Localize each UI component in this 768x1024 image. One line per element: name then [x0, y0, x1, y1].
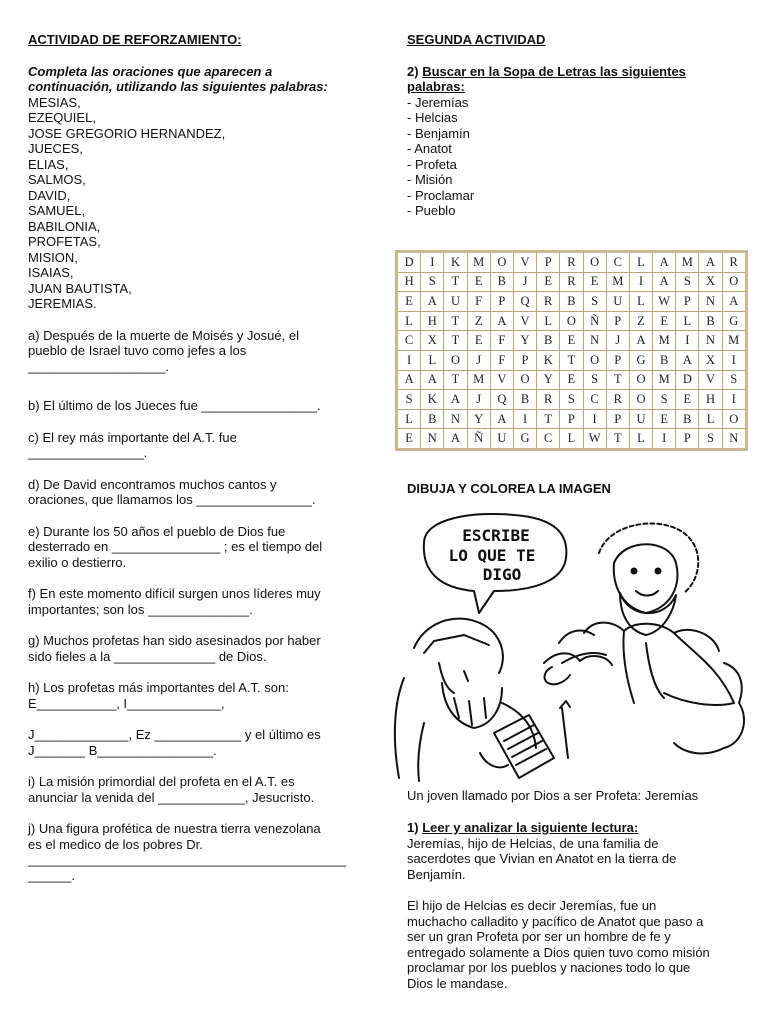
grid-letter[interactable]: L: [699, 409, 722, 429]
grid-letter[interactable]: I: [629, 272, 652, 292]
question-i: i) La misión primordial del profeta en el A.T. es anunciar la venida del ____________, Jesucristo.: [28, 774, 315, 805]
grid-letter[interactable]: M: [653, 370, 676, 390]
grid-letter[interactable]: J: [467, 350, 490, 370]
grid-letter[interactable]: S: [676, 272, 699, 292]
grid-letter[interactable]: M: [467, 370, 490, 390]
word-search-instruction: 2) Buscar en la Sopa de Letras las siguientes palabras:: [407, 63, 686, 94]
grid-letter[interactable]: A: [421, 292, 444, 312]
grid-letter[interactable]: A: [653, 272, 676, 292]
grid-letter[interactable]: V: [699, 370, 722, 390]
grid-letter[interactable]: A: [676, 350, 699, 370]
grid-letter[interactable]: M: [467, 252, 490, 273]
search-word: - Benjamín: [407, 125, 470, 141]
question-e: e) Durante los 50 años el pueblo de Dios fue desterrado en _______________ ; es el tiempo del exilio o destierro.: [28, 523, 323, 570]
grid-letter[interactable]: I: [722, 350, 746, 370]
grid-letter[interactable]: O: [490, 252, 513, 273]
grid-letter[interactable]: C: [397, 331, 421, 351]
word-bank: [28, 95, 368, 312]
grid-letter[interactable]: H: [397, 272, 421, 292]
grid-letter[interactable]: B: [560, 292, 583, 312]
grid-letter[interactable]: J: [467, 390, 490, 410]
grid-letter[interactable]: O: [722, 409, 746, 429]
grid-letter[interactable]: R: [537, 390, 560, 410]
grid-row: [397, 331, 747, 351]
grid-letter[interactable]: G: [629, 350, 652, 370]
grid-letter[interactable]: L: [676, 311, 699, 331]
grid-letter[interactable]: L: [537, 311, 560, 331]
grid-letter[interactable]: M: [676, 252, 699, 273]
grid-letter[interactable]: R: [722, 252, 746, 273]
bubble-text-1: ESCRIBE: [462, 526, 530, 545]
grid-letter[interactable]: H: [699, 390, 722, 410]
reading-paragraph-1: Jeremías, hijo de Helcias, de una familia de sacerdotes que Vivian en Anatot en la tierra de Benjamín.: [407, 835, 677, 882]
grid-letter[interactable]: D: [676, 370, 699, 390]
grid-letter[interactable]: X: [699, 350, 722, 370]
grid-letter[interactable]: Z: [629, 311, 652, 331]
grid-letter[interactable]: S: [653, 390, 676, 410]
grid-letter[interactable]: P: [606, 409, 629, 429]
grid-letter[interactable]: E: [653, 409, 676, 429]
grid-letter[interactable]: N: [699, 331, 722, 351]
question-j: j) Una figura profética de nuestra tierra venezolana es el medico de los pobres Dr. ____________________________________________ ______.: [28, 821, 347, 883]
grid-row: [397, 390, 747, 410]
grid-letter[interactable]: R: [560, 252, 583, 273]
grid-letter[interactable]: P: [676, 429, 699, 450]
grid-letter[interactable]: N: [444, 409, 467, 429]
bubble-text-2: LO QUE TE: [448, 546, 536, 565]
grid-letter[interactable]: T: [560, 350, 583, 370]
grid-row: [397, 272, 747, 292]
grid-letter[interactable]: Y: [467, 409, 490, 429]
grid-row: [397, 311, 747, 331]
grid-letter[interactable]: C: [537, 429, 560, 450]
grid-letter[interactable]: E: [537, 272, 560, 292]
grid-letter[interactable]: A: [444, 390, 467, 410]
grid-letter[interactable]: S: [583, 292, 606, 312]
grid-letter[interactable]: S: [397, 390, 421, 410]
grid-letter[interactable]: S: [699, 429, 722, 450]
left-column: [28, 32, 368, 883]
word-bank-item: MISION,: [28, 249, 78, 265]
grid-letter[interactable]: U: [490, 429, 513, 450]
grid-letter[interactable]: T: [444, 370, 467, 390]
grid-letter[interactable]: T: [537, 409, 560, 429]
prophet-cartoon[interactable]: [384, 503, 754, 783]
grid-letter[interactable]: L: [629, 429, 652, 450]
grid-letter[interactable]: Y: [513, 331, 536, 351]
grid-letter[interactable]: U: [444, 292, 467, 312]
grid-letter[interactable]: A: [444, 429, 467, 450]
grid-letter[interactable]: T: [444, 331, 467, 351]
grid-letter[interactable]: C: [583, 390, 606, 410]
grid-letter[interactable]: Y: [537, 370, 560, 390]
reading-instruction: 1) Leer y analizar la siguiente lectura:: [407, 820, 639, 835]
grid-letter[interactable]: W: [583, 429, 606, 450]
word-bank-item: PROFETAS,: [28, 234, 101, 249]
grid-letter[interactable]: A: [699, 252, 722, 273]
word-bank-item: SAMUEL,: [28, 203, 86, 218]
grid-letter[interactable]: O: [583, 350, 606, 370]
grid-letter[interactable]: A: [629, 331, 652, 351]
grid-letter[interactable]: O: [722, 272, 746, 292]
grid-letter[interactable]: P: [537, 252, 560, 273]
grid-row: [397, 370, 747, 390]
grid-letter[interactable]: I: [653, 429, 676, 450]
reinforcement-title: ACTIVIDAD DE REFORZAMIENTO:: [28, 32, 242, 47]
word-bank-item: SALMOS,: [28, 172, 86, 187]
bubble-text-3: DIGO: [482, 565, 522, 584]
grid-letter[interactable]: S: [560, 390, 583, 410]
grid-letter[interactable]: Ñ: [583, 311, 606, 331]
grid-letter[interactable]: P: [513, 350, 536, 370]
grid-letter[interactable]: K: [421, 390, 444, 410]
grid-letter[interactable]: O: [583, 252, 606, 273]
grid-letter[interactable]: L: [560, 429, 583, 450]
grid-letter[interactable]: U: [629, 409, 652, 429]
second-activity-title: SEGUNDA ACTIVIDAD: [407, 32, 546, 47]
grid-letter[interactable]: L: [421, 350, 444, 370]
grid-row: [397, 409, 747, 429]
grid-letter[interactable]: P: [490, 292, 513, 312]
grid-letter[interactable]: F: [467, 292, 490, 312]
search-word: - Proclamar: [407, 187, 475, 203]
question-g: g) Muchos profetas han sido asesinados por haber sido fieles a la ______________ de Dios.: [28, 633, 321, 664]
god-figure: [544, 523, 744, 753]
grid-letter[interactable]: V: [513, 252, 536, 273]
grid-letter[interactable]: W: [653, 292, 676, 312]
grid-letter[interactable]: H: [421, 311, 444, 331]
grid-letter[interactable]: J: [513, 272, 536, 292]
grid-letter[interactable]: X: [699, 272, 722, 292]
grid-row: [397, 429, 747, 450]
grid-letter[interactable]: C: [606, 252, 629, 273]
grid-letter[interactable]: P: [606, 350, 629, 370]
draw-title: DIBUJA Y COLOREA LA IMAGEN: [407, 481, 611, 496]
grid-letter[interactable]: X: [421, 331, 444, 351]
grid-letter[interactable]: A: [490, 311, 513, 331]
grid-letter[interactable]: E: [560, 331, 583, 351]
grid-letter[interactable]: K: [444, 252, 467, 273]
grid-letter[interactable]: N: [722, 429, 746, 450]
grid-letter[interactable]: V: [490, 370, 513, 390]
grid-letter[interactable]: N: [583, 331, 606, 351]
grid-letter[interactable]: I: [722, 390, 746, 410]
grid-letter[interactable]: G: [513, 429, 536, 450]
question-a: a) Después de la muerte de Moisés y Josué, el pueblo de Israel tuvo como jefes a los ___________________.: [28, 327, 299, 374]
grid-letter[interactable]: I: [583, 409, 606, 429]
question-d: d) De David encontramos muchos cantos y oraciones, que llamamos los ________________.: [28, 476, 316, 507]
grid-letter[interactable]: E: [397, 292, 421, 312]
question-h-continued: J_____________, Ez ____________ y el último es J_______ B________________.: [28, 727, 321, 758]
grid-letter[interactable]: A: [490, 409, 513, 429]
grid-letter[interactable]: A: [397, 370, 421, 390]
grid-letter[interactable]: A: [722, 292, 746, 312]
grid-letter[interactable]: E: [653, 311, 676, 331]
prophet-figure: [395, 619, 570, 781]
grid-letter[interactable]: M: [606, 272, 629, 292]
grid-letter[interactable]: Ñ: [467, 429, 490, 450]
grid-letter[interactable]: B: [699, 311, 722, 331]
grid-letter[interactable]: B: [676, 409, 699, 429]
grid-letter[interactable]: R: [606, 390, 629, 410]
grid-letter[interactable]: K: [537, 350, 560, 370]
reading-section: [407, 820, 743, 991]
grid-letter[interactable]: I: [676, 331, 699, 351]
word-bank-item: ELIAS,: [28, 156, 69, 172]
grid-letter[interactable]: F: [490, 331, 513, 351]
word-bank-item: DAVID,: [28, 187, 71, 203]
grid-letter[interactable]: E: [467, 331, 490, 351]
word-bank-item: EZEQUIEL,: [28, 110, 96, 125]
grid-letter[interactable]: I: [397, 350, 421, 370]
grid-letter[interactable]: I: [513, 409, 536, 429]
word-bank-item: JOSE GREGORIO HERNANDEZ,: [28, 125, 226, 141]
reading-paragraph-2: El hijo de Helcias es decir Jeremías, fue un muchacho calladito y pacífico de Anatot que paso a ser un gran Profeta por ser un hombre de fe y entregado solamente a Dios quien tuvo como misión proclamar por los pueblos y naciones todo lo que Dios le mandase.: [407, 898, 710, 991]
search-word: - Anatot: [407, 141, 452, 156]
grid-letter[interactable]: B: [537, 331, 560, 351]
grid-letter[interactable]: M: [653, 331, 676, 351]
question-h: h) Los profetas más importantes del A.T. son: E___________, I_____________,: [28, 680, 289, 711]
grid-letter[interactable]: E: [676, 390, 699, 410]
question-f: f) En este momento difícil surgen unos líderes muy importantes; son los ______________.: [28, 586, 321, 617]
grid-letter[interactable]: T: [606, 370, 629, 390]
grid-letter[interactable]: S: [421, 272, 444, 292]
grid-letter[interactable]: N: [421, 429, 444, 450]
word-bank-item: BABILONIA,: [28, 218, 101, 234]
grid-letter[interactable]: L: [629, 252, 652, 273]
word-bank-item: ISAIAS,: [28, 265, 74, 280]
grid-letter[interactable]: L: [397, 311, 421, 331]
grid-row: [397, 350, 747, 370]
grid-letter[interactable]: P: [676, 292, 699, 312]
grid-letter[interactable]: P: [606, 311, 629, 331]
grid-letter[interactable]: T: [444, 311, 467, 331]
grid-letter[interactable]: O: [444, 350, 467, 370]
image-caption: Un joven llamado por Dios a ser Profeta: Jeremías: [407, 788, 699, 803]
grid-letter[interactable]: B: [513, 390, 536, 410]
grid-letter[interactable]: L: [397, 409, 421, 429]
grid-letter[interactable]: S: [583, 370, 606, 390]
grid-letter[interactable]: B: [653, 350, 676, 370]
grid-letter[interactable]: A: [653, 252, 676, 273]
search-word: - Misión: [407, 172, 453, 187]
grid-letter[interactable]: I: [421, 252, 444, 273]
grid-letter[interactable]: E: [467, 272, 490, 292]
grid-row: [397, 252, 747, 273]
grid-letter[interactable]: Z: [467, 311, 490, 331]
grid-letter[interactable]: O: [629, 390, 652, 410]
grid-letter[interactable]: V: [513, 311, 536, 331]
grid-letter[interactable]: D: [397, 252, 421, 273]
grid-letter[interactable]: M: [722, 331, 746, 351]
right-column: [407, 32, 747, 219]
grid-letter[interactable]: Q: [513, 292, 536, 312]
grid-letter[interactable]: U: [606, 292, 629, 312]
grid-letter[interactable]: E: [397, 429, 421, 450]
grid-letter[interactable]: E: [560, 370, 583, 390]
word-bank-item: JEREMIAS.: [28, 296, 97, 311]
search-word: - Pueblo: [407, 203, 456, 218]
search-word: - Profeta: [407, 156, 457, 172]
question-b: b) El último de los Jueces fue ________________.: [28, 398, 321, 413]
grid-letter[interactable]: B: [490, 272, 513, 292]
word-search-list: [407, 95, 747, 219]
grid-letter[interactable]: S: [722, 370, 746, 390]
grid-letter[interactable]: Q: [490, 390, 513, 410]
grid-letter[interactable]: O: [629, 370, 652, 390]
grid-letter[interactable]: R: [560, 272, 583, 292]
search-word: - Helcias: [407, 110, 458, 125]
word-bank-item: MESIAS,: [28, 94, 81, 110]
grid-letter[interactable]: A: [421, 370, 444, 390]
search-word: - Jeremías: [407, 94, 469, 110]
word-search-grid[interactable]: [395, 250, 748, 451]
grid-letter[interactable]: T: [606, 429, 629, 450]
word-bank-item: JUECES,: [28, 141, 83, 156]
grid-letter[interactable]: B: [421, 409, 444, 429]
grid-letter[interactable]: F: [490, 350, 513, 370]
instructions: Completa las oraciones que aparecen a continuación, utilizando las siguientes palabras:: [28, 63, 328, 94]
grid-letter[interactable]: N: [699, 292, 722, 312]
grid-letter[interactable]: E: [583, 272, 606, 292]
grid-letter[interactable]: R: [537, 292, 560, 312]
grid-row: [397, 292, 747, 312]
grid-letter[interactable]: G: [722, 311, 746, 331]
grid-letter[interactable]: P: [560, 409, 583, 429]
question-c: c) El rey más importante del A.T. fue ________________.: [28, 429, 237, 460]
grid-letter[interactable]: O: [513, 370, 536, 390]
grid-letter[interactable]: L: [629, 292, 652, 312]
grid-letter[interactable]: J: [606, 331, 629, 351]
grid-letter[interactable]: T: [444, 272, 467, 292]
word-bank-item: JUAN BAUTISTA,: [28, 280, 132, 296]
grid-letter[interactable]: O: [560, 311, 583, 331]
